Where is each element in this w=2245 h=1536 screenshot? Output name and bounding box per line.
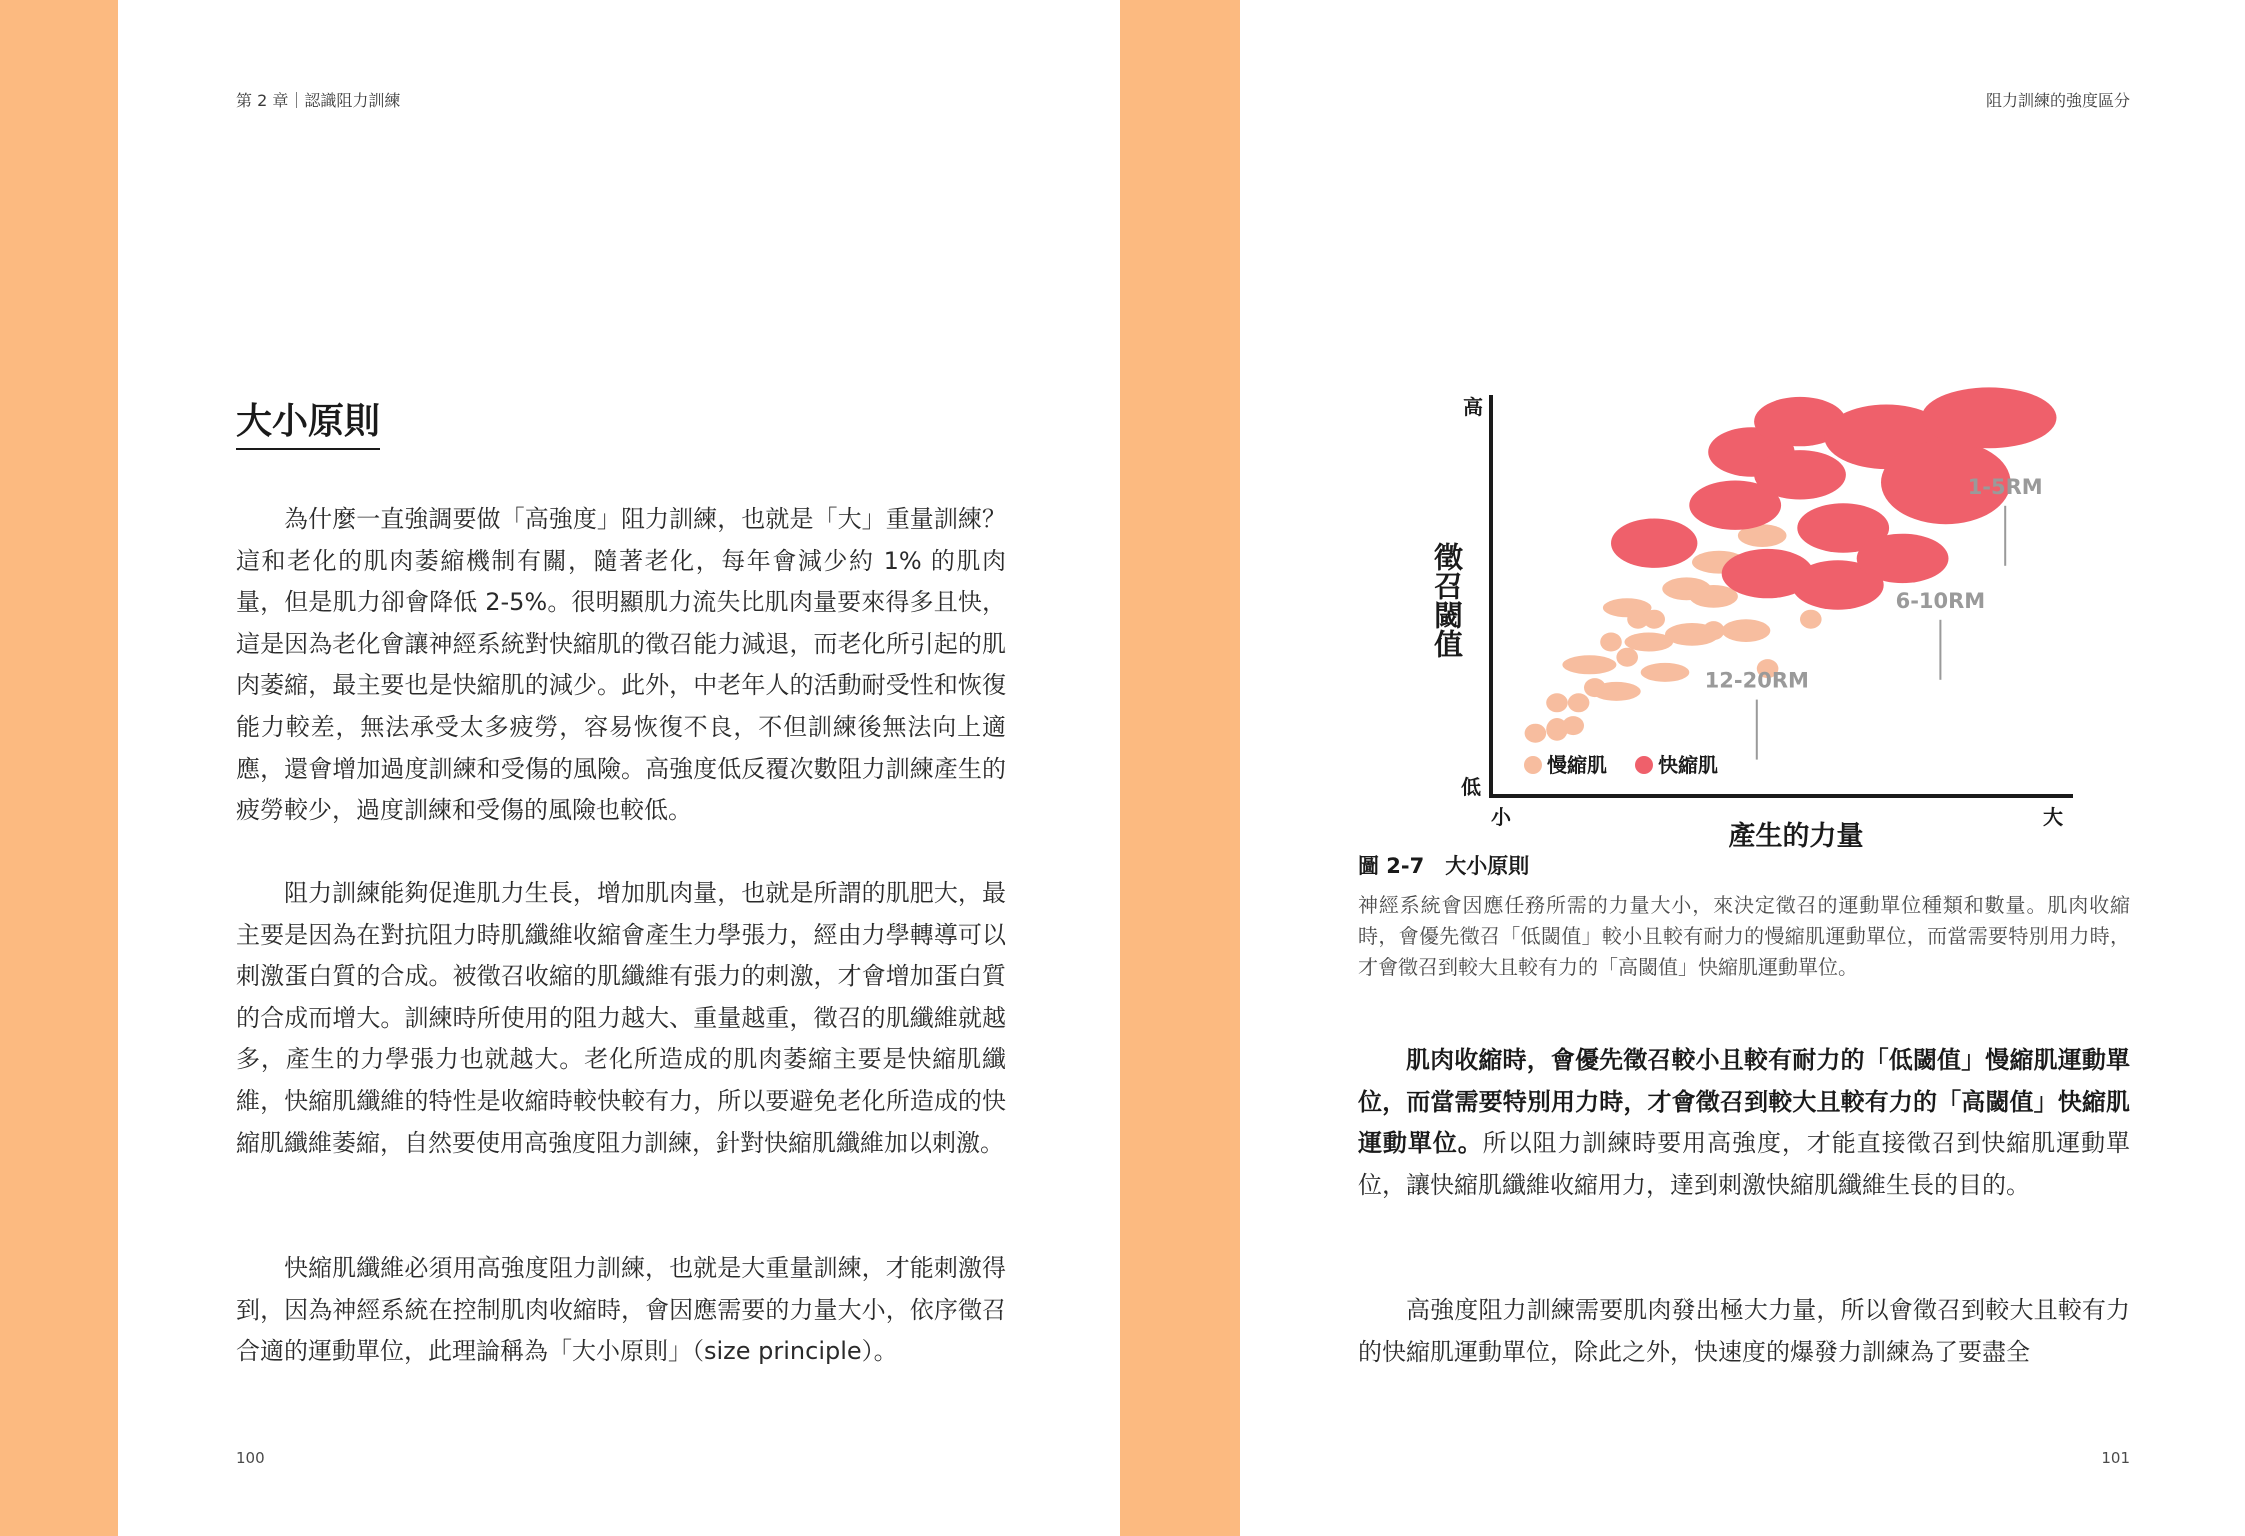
- fast-twitch-motor-unit-12: [1922, 387, 2057, 448]
- slow-twitch-motor-unit-12: [1603, 598, 1652, 617]
- slow-twitch-motor-unit-19: [1703, 621, 1725, 640]
- body-paragraph-right-1-rest: 所以阻力訓練時要用高強度，才能直接徵召到快縮肌運動單位，讓快縮肌纖維收縮用力，達到刺激快縮肌纖維生長的目的。: [1358, 1129, 2131, 1199]
- x-tick-small: 小: [1491, 805, 1511, 829]
- zone-label-3: 1-5RM: [1967, 474, 2043, 499]
- slow-twitch-motor-unit-18: [1689, 585, 1738, 608]
- slow-twitch-motor-unit-8: [1592, 682, 1641, 701]
- slow-twitch-motor-unit-10: [1616, 648, 1638, 667]
- y-tick-high: 高: [1463, 395, 1483, 419]
- slow-twitch-motor-unit-13: [1643, 610, 1665, 629]
- size-principle-chart: [1383, 375, 2123, 850]
- body-paragraph-1: 為什麼一直強調要做「高強度」阻力訓練，也就是「大」重量訓練？這和老化的肌肉萎縮機制有關，隨著老化，每年會減少約 1% 的肌肉量，但是肌力卻會降低 2-5%。很明顯肌力流失比肌肉量要來得多且快，這是因為老化會讓神經系統對快縮肌的徵召能力減退，而老化所引起的肌肉萎縮，最主要也是快縮肌的減少。此外，中老年人的活動耐受性和恢復能力較差，無法承受太多疲勞，容易恢復不良，不但訓練後無法向上適應，還會增加過度訓練和受傷的風險。高強度低反覆次數阻力訓練產生的疲勞較少，過度訓練和受傷的風險也較低。: [236, 505, 1006, 825]
- y-tick-low: 低: [1461, 775, 1481, 799]
- left-page: [118, 0, 1120, 1536]
- figure-label: 圖 2-7 大小原則: [1358, 854, 1530, 878]
- section-title: 大小原則: [236, 400, 380, 450]
- body-paragraph-right-1-bold: 肌肉收縮時，會優先徵召較小且較有耐力的「低閾值」慢縮肌運動單位，而當需要特別用力時，才會徵召到較大且較有力的「高閾值」快縮肌運動單位。: [1358, 1046, 2130, 1158]
- slow-twitch-motor-unit-24: [1800, 610, 1822, 629]
- x-tick-large: 大: [2043, 805, 2063, 829]
- fast-twitch-motor-unit-10: [1857, 534, 1949, 583]
- slow-twitch-motor-unit-5: [1568, 693, 1590, 712]
- right-page: [1240, 0, 2245, 1536]
- fast-twitch-motor-unit-1: [1611, 519, 1697, 568]
- y-axis-title: 徵召閾值: [1430, 542, 1464, 658]
- legend-label-fast-twitch: 快縮肌: [1658, 753, 1718, 777]
- body-paragraph-2: 阻力訓練能夠促進肌力生長，增加肌肉量，也就是所謂的肌肥大，最主要是因為在對抗阻力時肌纖維收縮會產生力學張力，經由力學轉導可以刺激蛋白質的合成。被徵召收縮的肌纖維有張力的刺激，才會增加蛋白質的合成而增大。訓練時所使用的阻力越大、重量越重，徵召的肌纖維就越多，產生的力學張力也就越大。老化所造成的肌肉萎縮主要是快縮肌纖維，快縮肌纖維的特性是收縮時較快較有力，所以要避免老化所造成的快縮肌纖維萎縮，自然要使用高強度阻力訓練，針對快縮肌纖維加以刺激。: [236, 879, 1006, 1157]
- page-number-left: 100: [236, 1449, 265, 1467]
- slow-twitch-motor-unit-22: [1722, 619, 1771, 642]
- slow-twitch-motor-unit-9: [1600, 633, 1622, 652]
- slow-twitch-motor-unit-4: [1546, 693, 1568, 712]
- slow-twitch-motor-unit-7: [1562, 655, 1616, 674]
- figure-caption: 神經系統會因應任務所需的力量大小，來決定徵召的運動單位種類和數量。肌肉收縮時，會優先徵召「低閾值」較小且較有耐力的慢縮肌運動單位，而當需要特別用力時，才會徵召到較大且較有力的「高閾值」快縮肌運動單位。: [1358, 893, 2130, 979]
- page-number-right: 101: [2101, 1449, 2130, 1467]
- running-head-right: 阻力訓練的強度區分: [1985, 91, 2130, 110]
- body-paragraph-right-2: 高強度阻力訓練需要肌肉發出極大力量，所以會徵召到較大且較有力的快縮肌運動單位，除此之外，快速度的爆發力訓練為了要盡全: [1358, 1296, 2130, 1366]
- slow-twitch-motor-unit-1: [1525, 724, 1547, 743]
- fast-twitch-motor-unit-5: [1754, 450, 1846, 499]
- legend-label-slow-twitch: 慢縮肌: [1547, 753, 1607, 777]
- slow-twitch-motor-unit-15: [1641, 663, 1690, 682]
- body-paragraph-right-1: [1358, 1040, 2130, 1206]
- left-accent-band: [0, 0, 118, 1536]
- running-head-left: 第 2 章｜認識阻力訓練: [236, 91, 401, 110]
- legend-swatch-fast-twitch: [1635, 756, 1653, 774]
- slow-twitch-motor-unit-3: [1562, 716, 1584, 735]
- gutter-accent-band: [1120, 0, 1240, 1536]
- x-axis-title: 產生的力量: [1728, 821, 1864, 850]
- chart-legend: [1524, 753, 1718, 777]
- body-paragraph-3: 快縮肌纖維必須用高強度阻力訓練，也就是大重量訓練，才能刺激得到，因為神經系統在控制肌肉收縮時，會因應需要的力量大小，依序徵召合適的運動單位，此理論稱為「大小原則」（size principle）。: [236, 1254, 1006, 1366]
- legend-swatch-slow-twitch: [1524, 756, 1542, 774]
- zone-label-2: 6-10RM: [1895, 588, 1986, 613]
- zone-label-1: 12-20RM: [1704, 668, 1809, 693]
